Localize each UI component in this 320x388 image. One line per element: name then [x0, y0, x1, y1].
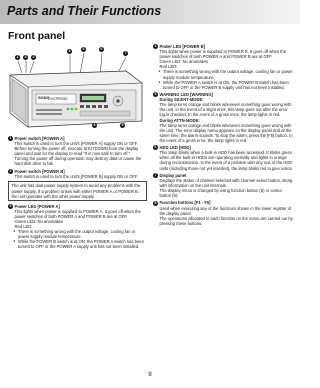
- item-paragraph: Turning the power off during operation may destroy data or cause the hard disk drive to fail.: [14, 156, 142, 167]
- left-column: [8, 136, 147, 252]
- callout-5: 5: [82, 47, 85, 51]
- callout-3: 3: [24, 55, 27, 59]
- red-led-label: Red LED:: [159, 64, 178, 70]
- callout-6: 6: [100, 47, 103, 51]
- item-paragraph: This lights when power is supplied to POWER B. It goes off when the power switches of both POWER A and POWER B are at OFF.: [159, 49, 287, 60]
- item-number: 5: [154, 92, 157, 97]
- item-title: HDD LED [HDD]: [159, 145, 191, 151]
- header-title: Parts and Their Functions: [7, 4, 162, 18]
- item-paragraph: Used when executing any of the functions shown in the lower register of the display panel.: [159, 205, 292, 216]
- item-paragraph: The lamp turns orange and blinks whenever something goes wrong with the unit. The error display menu appears on the display panel and at the same time, the alarm sounds. To stop the alarm, press the [F5] button. In the event of a gross error, the lamp lights in red.: [159, 122, 293, 143]
- item-number: 3: [9, 203, 12, 208]
- item-title: Power switch [POWER B]: [14, 168, 65, 174]
- green-led-text: Green LED: No anomalies: [14, 219, 63, 224]
- callout-1: 1: [16, 55, 19, 59]
- item-power-switch-b: [8, 169, 147, 201]
- item-paragraph: The lamp turns orange and blinks whenever something goes wrong with the unit. In the event of a slight error, this lamp goes out after the error log is checked. In the event of a gross error, the lamp lights in red.: [159, 102, 292, 118]
- item-title: Power LED [POWER B]: [159, 44, 206, 49]
- bullet-item: ● While the POWER B switch is at ON, the POWER A switch has been turned to OFF or the POWER A supply unit has not been installed.: [18, 239, 147, 249]
- page-number: 8: [148, 372, 152, 378]
- item-function-buttons: [153, 200, 293, 225]
- item-title: WARNING LED [WARNING]: [159, 92, 213, 98]
- device-brand-label: SONY: [38, 95, 50, 100]
- item-title: Power switch [POWER A]: [14, 136, 65, 141]
- callout-4: 4: [68, 49, 71, 53]
- bullet-item: ● There is something wrong with the output voltage, cooling fan or power supply module temperature.: [163, 69, 293, 79]
- item-paragraph: This switch is used to turn the unit's [POWER A] supply ON or OFF.: [14, 141, 138, 147]
- item-paragraph: This lights when power is supplied to POWER A. It goes off when the power switches of both POWER A and POWER B are at OFF.: [14, 208, 141, 219]
- callout-2: 2: [32, 55, 35, 59]
- bullet-item: ● There is something wrong with the output voltage, cooling fan or power supply module temperature.: [18, 229, 147, 239]
- item-power-switch-a: [8, 136, 147, 167]
- item-power-led-b: [153, 44, 293, 90]
- red-led-label: Red LED:: [14, 224, 33, 230]
- callout-7: 7: [124, 51, 127, 55]
- item-title: Power LED [POWER A]: [14, 203, 60, 209]
- callout-8: 8: [93, 123, 96, 127]
- item-number: 8: [154, 200, 157, 205]
- item-display-panel: [153, 173, 293, 198]
- item-paragraph: Before turning the power off, execute SHUTDOWN from the display panel and wait for the display to read "It is now safe to turn off.": [14, 146, 139, 157]
- item-number: 7: [154, 172, 157, 177]
- item-number: 6: [154, 145, 157, 150]
- page-header: [0, 0, 300, 24]
- item-number: 1: [9, 136, 12, 141]
- right-column: [153, 44, 293, 228]
- item-subhead: During ATTN-MODE:: [159, 117, 200, 123]
- item-hdd-led: [153, 145, 293, 170]
- item-title: Display panel: [159, 172, 187, 178]
- device-model-label: DVCPRO50: [48, 97, 68, 101]
- bullet-item: ● While the POWER A switch is at ON, the POWER B switch has been turned to OFF or the POWER B supply unit has not been installed.: [163, 80, 293, 90]
- section-title: Front panel: [8, 30, 66, 42]
- item-paragraph: The display menu is changed by using function button (8) or cursor button (9).: [159, 188, 282, 199]
- green-led-text: Green LED: No anomalies: [159, 59, 208, 65]
- item-paragraph: This lamp blinks when a built-in HDD has been accessed. It blinks green when all the built-in HDDs are operating normally and lights in orange during reconstruction. In the event of a problem with any one of the HDD units (including those not yet inserted), the lamp blinks red to give notice.: [159, 150, 293, 171]
- device-drawing: [8, 47, 144, 131]
- item-subhead: During SILENT-MODE:: [159, 97, 204, 103]
- item-warning-led: [153, 92, 293, 143]
- item-title: Function buttons [F1 - F5]: [159, 200, 211, 206]
- item-paragraph: The operations allocated to each function on the menu are carried out by pressing these buttons.: [159, 215, 293, 226]
- note-box: The unit has dual power supply system to avoid any problems with the power supply. If a problem arises with either POWER A or POWER B, the unit operates with the other power supply.: [8, 181, 147, 201]
- callout-9: 9: [121, 123, 124, 127]
- item-paragraph: Displays the status of channel selected with channel select button, along with information on the unit internals.: [159, 177, 293, 188]
- item-paragraph: This switch is used to turn the unit's [POWER B] supply ON or OFF.: [14, 173, 139, 179]
- front-panel-illustration: [8, 47, 144, 131]
- item-power-led-a: [8, 204, 147, 250]
- item-number: 4: [154, 44, 157, 49]
- item-number: 2: [9, 168, 12, 173]
